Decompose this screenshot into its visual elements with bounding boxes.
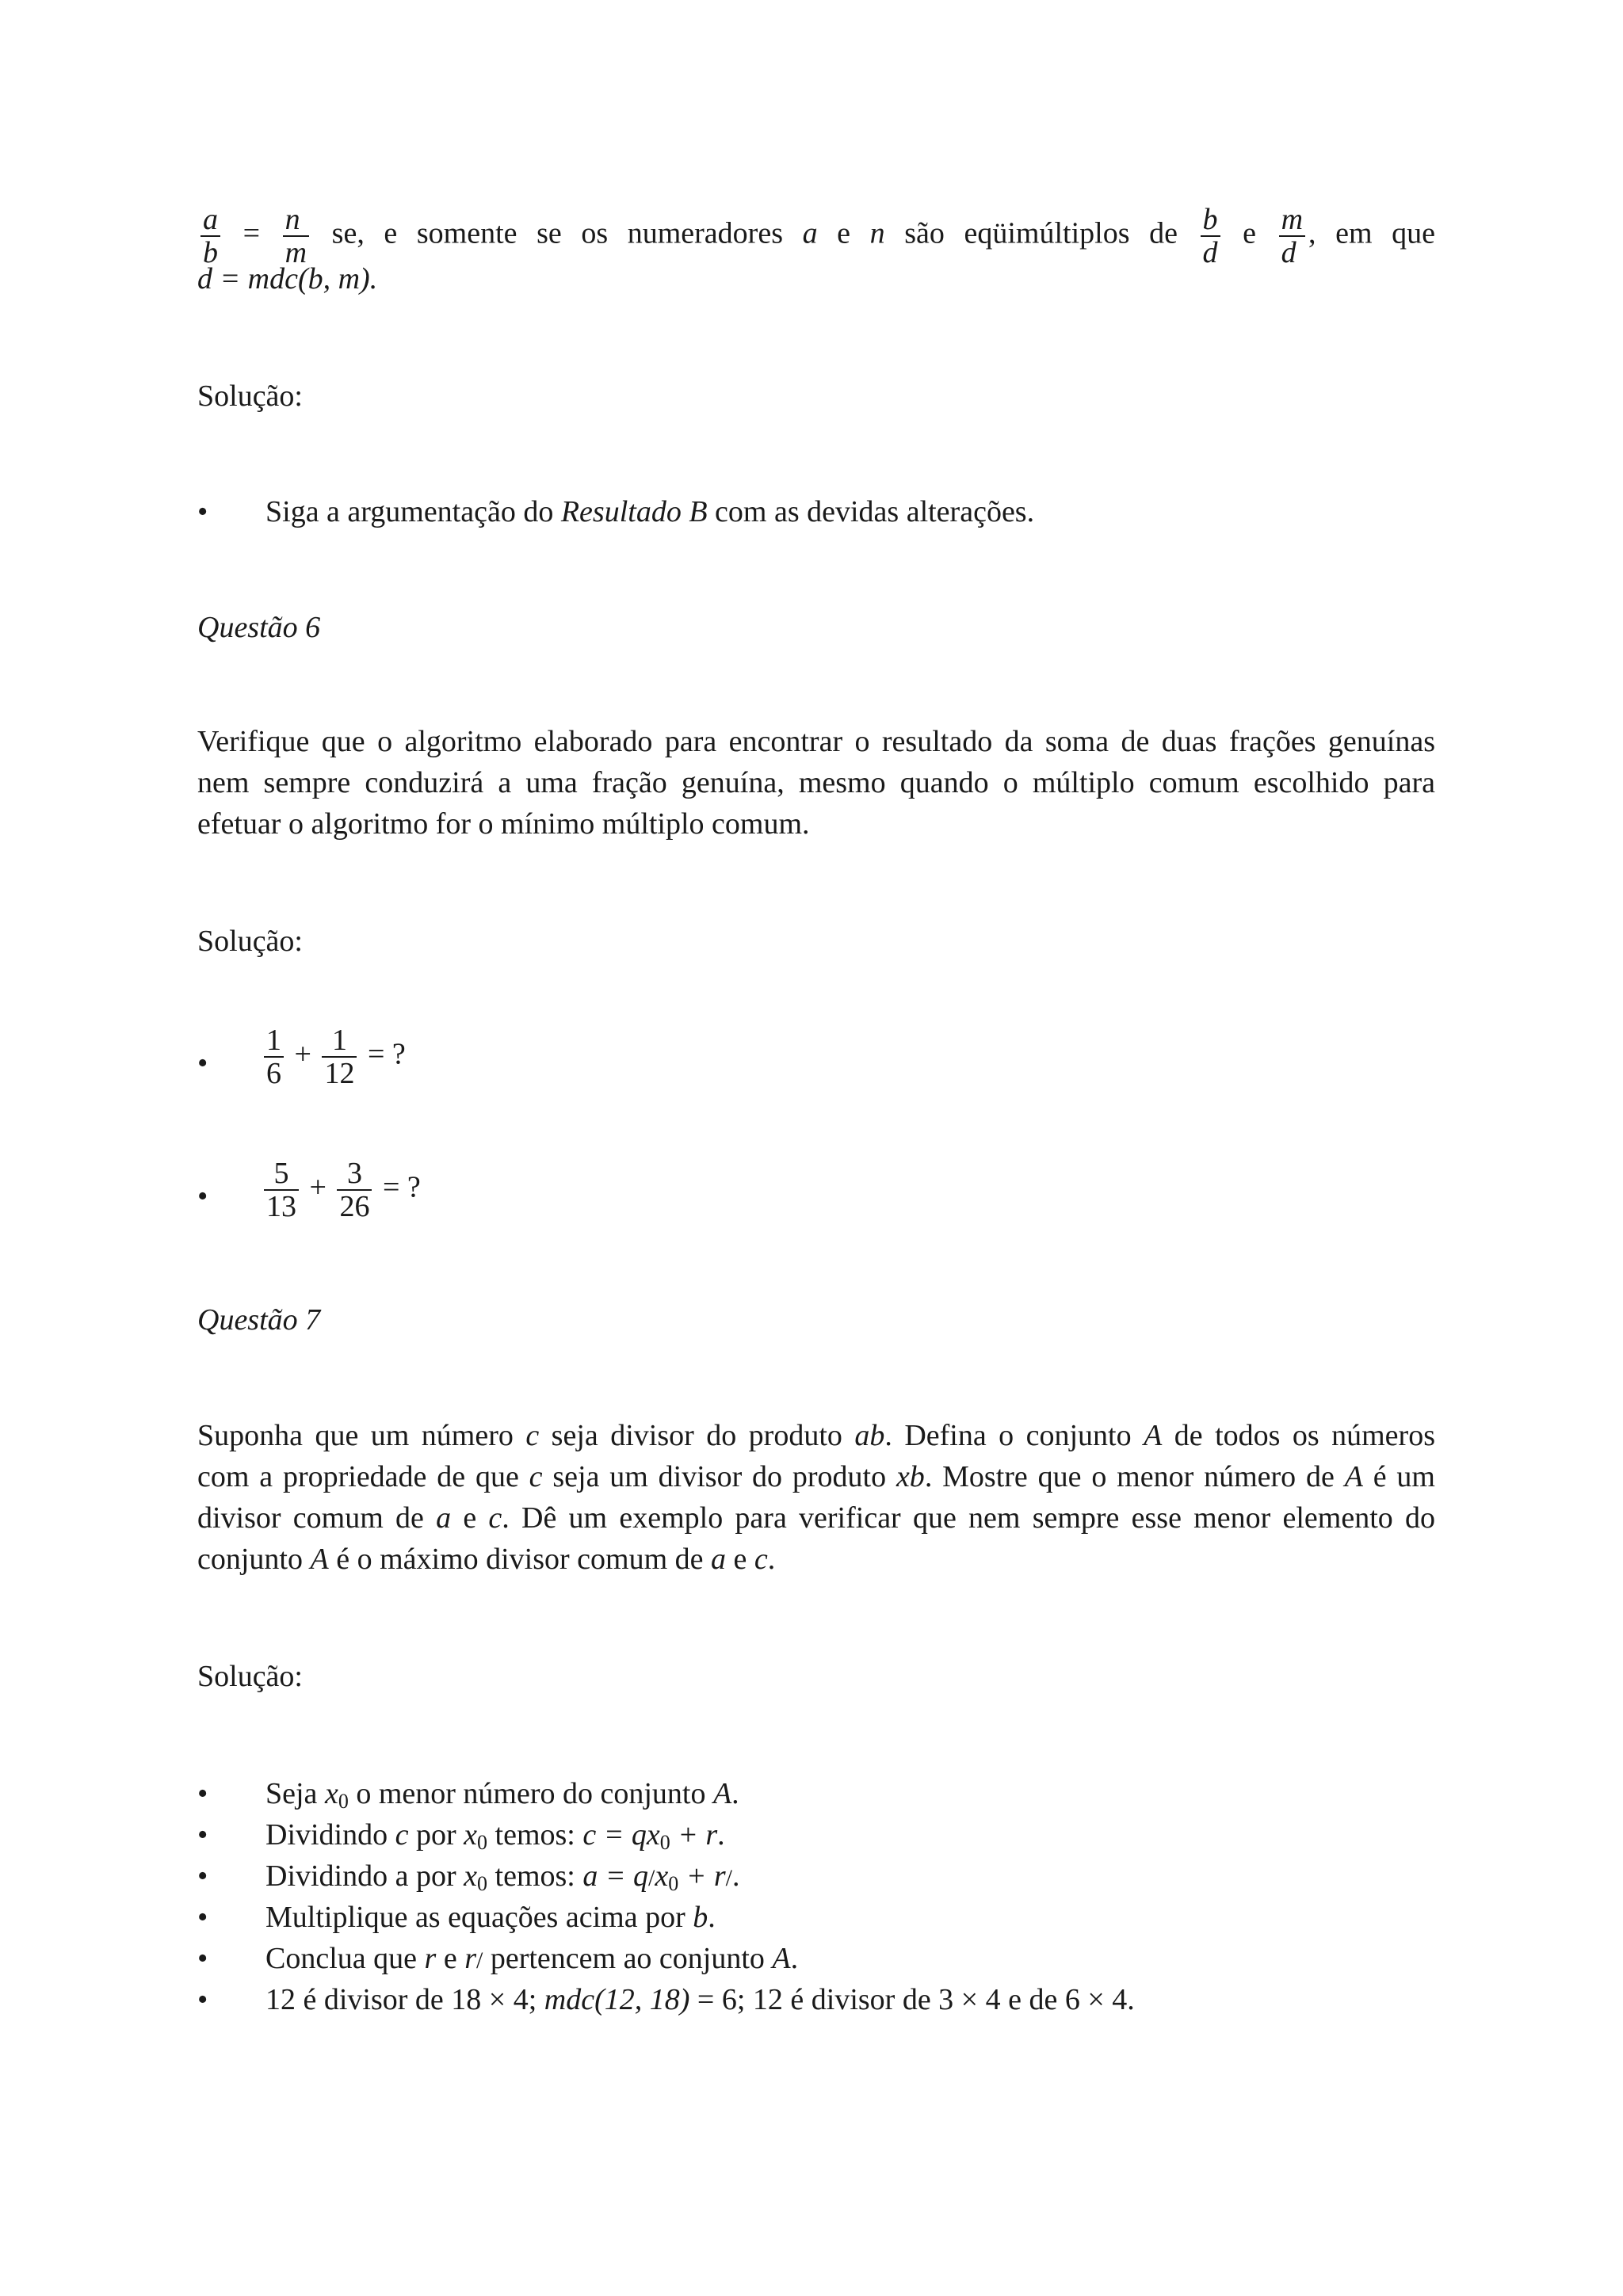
fraction-3-26: $\frac{3}{26}$: [337, 1158, 372, 1222]
question-6-title: Questão 6: [197, 611, 321, 644]
bullet-icon: •: [197, 1983, 208, 2016]
fraction-b-over-d: $\frac{b}{d}$: [1201, 204, 1220, 268]
question-7-line-1: Suponha que um número c seja divisor do produto ab. Defina o conjunto A de todos os números: [197, 1419, 1435, 1452]
question-6-line-2: nem sempre conduzirá a uma fração genuína, mesmo quando o múltiplo comum escolhido para: [197, 766, 1435, 799]
solution-label-3: Solução:: [197, 1660, 303, 1693]
fraction-a-over-b: $\frac{a}{b}$: [200, 204, 220, 268]
bullet-icon: •: [197, 1818, 208, 1852]
fraction-1-6: $\frac{1}{6}$: [264, 1025, 284, 1089]
bullet-icon: •: [197, 1180, 208, 1213]
bullet-icon: •: [197, 1047, 208, 1080]
solution-label-2: Solução:: [197, 925, 303, 958]
question-6-line-1: Verifique que o algoritmo elaborado para encontrar o resultado da soma de duas frações genuínas: [197, 725, 1435, 758]
question-7-line-4: conjunto A é o máximo divisor comum de a e c.: [197, 1543, 776, 1576]
question-7-line-2: com a propriedade de que c seja um divisor do produto xb. Mostre que o menor número de A é um: [197, 1460, 1435, 1493]
bullet-icon: •: [197, 1942, 208, 1975]
question-7-line-3: divisor comum de a e c. Dê um exemplo para verificar que nem sempre esse menor elemento do: [197, 1501, 1435, 1535]
fraction-1-12: $\frac{1}{12}$: [322, 1025, 357, 1089]
fraction-m-over-d: $\frac{m}{d}$: [1279, 204, 1305, 268]
bullet-icon: •: [197, 1859, 208, 1893]
bullet-icon: •: [197, 495, 208, 528]
question-6-line-3: efetuar o algoritmo for o mínimo múltiplo comum.: [197, 807, 810, 841]
bullet-icon: •: [197, 1901, 208, 1934]
solution-label-1: Solução:: [197, 379, 303, 413]
bullet-icon: •: [197, 1777, 208, 1810]
fraction-n-over-m: $\frac{n}{m}$: [283, 204, 309, 268]
question-7-title: Questão 7: [197, 1303, 321, 1337]
intro-line-2: d = mdc(b, m).: [197, 262, 378, 296]
fraction-5-13: $\frac{5}{13}$: [264, 1158, 299, 1222]
intro-line-1: $\frac{a}{b}$ = $\frac{n}{m}$ se, e somente se os numeradores a e n são eqüimúltiplos de $\frac{b}{d}$ e $\frac{m}{d}$ , em que: [197, 204, 1435, 268]
